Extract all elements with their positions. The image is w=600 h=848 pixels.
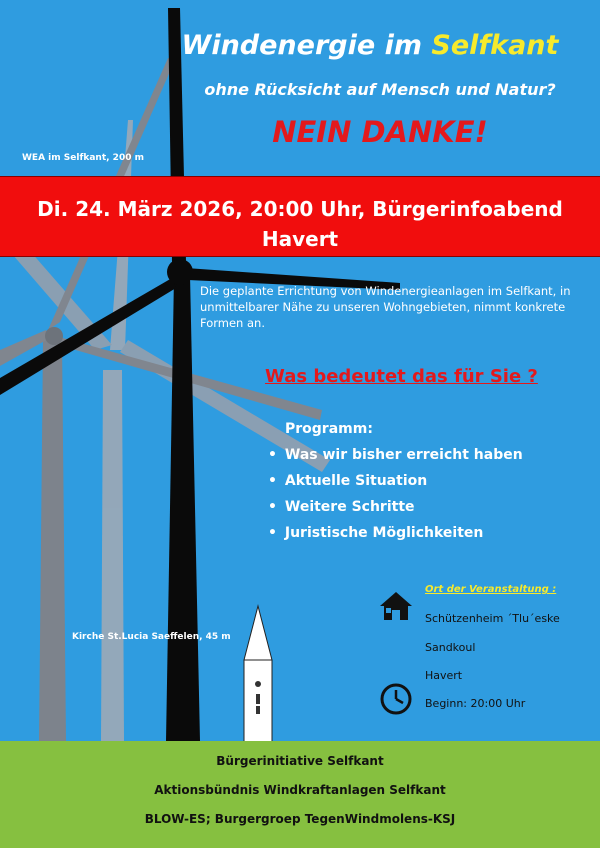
event-banner [0,176,600,257]
clock-icon [379,682,413,716]
church-caption: Kirche St.Lucia Saeffelen, 45 m [72,632,231,642]
house-icon [378,590,414,622]
poster-title [150,30,590,61]
venue-heading: Ort der Veranstaltung : [425,584,557,595]
venue-town: Havert [425,669,463,682]
slogan: NEIN DANKE! [272,115,488,149]
bullet-icon: • [268,499,277,515]
church-illustration [244,606,272,742]
footer-line-1: Bürgerinitiative Selfkant [216,754,384,768]
program-heading: Programm: [285,421,373,437]
intro-text: Die geplante Errichtung von Windenergieanlagen im Selfkant, in unmittelbarer Nähe zu unseren Wohngebieten, nimmt konkrete Formen an. [200,284,571,330]
venue-start: Beginn: 20:00 Uhr [425,697,526,710]
program-item: • Was wir bisher erreicht haben [268,447,523,463]
footer-line-2: Aktionsbündnis Windkraftanlagen Selfkant [154,783,446,797]
turbine-caption: WEA im Selfkant, 200 m [22,153,144,163]
event-place: Havert [261,227,339,251]
poster-subtitle: ohne Rücksicht auf Mensch und Natur? [204,80,556,99]
program-item: • Aktuelle Situation [268,473,428,489]
venue-name: Schützenheim ´Tlu´eske [425,612,560,625]
bullet-icon: • [268,473,277,489]
bullet-icon: • [268,525,277,541]
program-item: • Weitere Schritte [268,499,415,515]
title-highlight: Selfkant [431,30,559,61]
bullet-icon: • [268,447,277,463]
event-date: Di. 24. März 2026, 20:00 Uhr, Bürgerinfoabend [37,197,563,221]
footer-line-3: BLOW-ES; Burgergroep TegenWindmolens-KSJ [144,812,456,826]
footer [0,741,600,848]
question-heading: Was bedeutet das für Sie ? [265,366,538,387]
venue-street: Sandkoul [425,641,476,654]
title-main: Windenergie im [181,30,432,61]
program-list [268,445,523,549]
program-item: • Juristische Möglichkeiten [268,525,484,541]
